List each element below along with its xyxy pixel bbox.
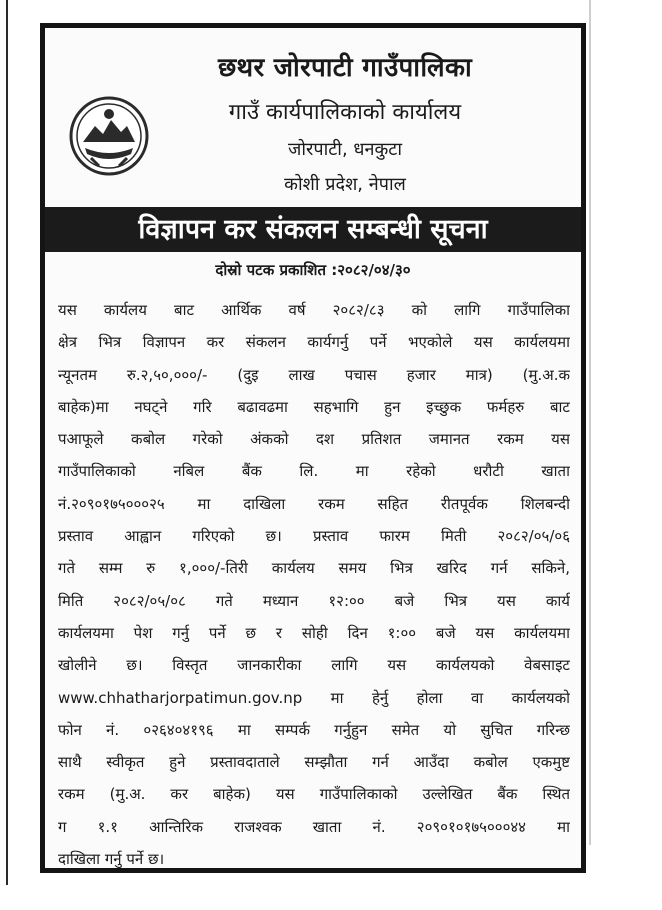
notice-body (58, 294, 570, 875)
body-line: रकम (मु.अ. कर बाहेक) यस गाउँपालिकाको उल्लेखित बैंक स्थित (58, 785, 570, 804)
body-line: प्रस्ताव आह्वान गरिएको छ। प्रस्ताव फारम मिती २०८२/०५/०६ (58, 527, 570, 546)
body-line: गते सम्म रु १,०००/-तिरी कार्यलय समय भित्र खरिद गर्न सकिने, (58, 559, 570, 578)
body-line: कार्यलयमा पेश गर्नु पर्ने छ र सोही दिन १:०० बजे यस कार्यलयमा (58, 623, 570, 642)
body-line: पआफूले कबोल गरेको अंकको दश प्रतिशत जमानत रकम यस (58, 430, 570, 449)
notice-title: विज्ञापन कर संकलन सम्बन्धी सूचना (45, 207, 581, 252)
body-line: न्यूनतम रु.२,५०,०००/- (दुइ लाख पचास हजार मात्र) (मु.अ.क (58, 365, 570, 384)
notice-header (45, 28, 581, 203)
office-name: गाउँ कार्यपालिकाको कार्यालय (228, 100, 462, 125)
notice-box (40, 23, 586, 873)
address-line-2: कोशी प्रदेश, नेपाल (284, 174, 406, 195)
address-line-1: जोरपाटी, धनकुटा (287, 139, 403, 160)
website-line: www.chhatharjorpatimun.gov.np मा हेर्नु होला वा कार्यलयको (58, 688, 570, 707)
body-line: साथै स्वीकृत हुने प्रस्तावदाताले सम्झौता गर्न आउँदा कबोल एकमुष्ट (58, 753, 570, 772)
published-date: दोस्रो पटक प्रकाशित :२०८२/०४/३० (215, 261, 411, 279)
body-line: खोलीने छ। विस्तृत जानकारीका लागि यस कार्यलयको वेबसाइट (58, 656, 570, 675)
body-line: ग १.१ आन्तिरिक राजश्वक खाता नं. २०९०१०१७५०००४४ मा (58, 817, 570, 836)
body-line: बाहेक)मा नघट्ने गरि बढावढमा सहभागि हुन इच्छुक फर्महरु बाट (58, 397, 570, 416)
body-line: फोन नं. ०२६४०४१९६ मा सम्पर्क गर्नुहुन समेत यो सुचित गरिन्छ (58, 720, 570, 739)
right-column-rule (589, 0, 591, 845)
nepal-emblem-icon (69, 96, 149, 176)
body-line: क्षेत्र भित्र विज्ञापन कर संकलन कार्यगर्नु पर्ने भएकोले यस कार्यलयमा (58, 333, 570, 352)
body-line: गाउँपालिकाको नबिल बैंक लि. मा रहेको धरौटी खाता (58, 462, 570, 481)
body-line: मिति २०८२/०५/०८ गते मध्यान १२:०० बजे भित्र यस कार्य (58, 591, 570, 610)
body-line: दाखिला गर्नु पर्ने छ। (58, 850, 165, 869)
body-line: यस कार्यलय बाट आर्थिक वर्ष २०८२/८३ को लागि गाउँपालिका (58, 301, 570, 319)
left-column-rule (6, 0, 8, 885)
body-line: नं.२०९०१७५०००२५ मा दाखिला रकम सहित रीतपूर्वक शिलबन्दी (58, 494, 570, 513)
municipality-name: छथर जोरपाटी गाउँपालिका (218, 53, 472, 83)
